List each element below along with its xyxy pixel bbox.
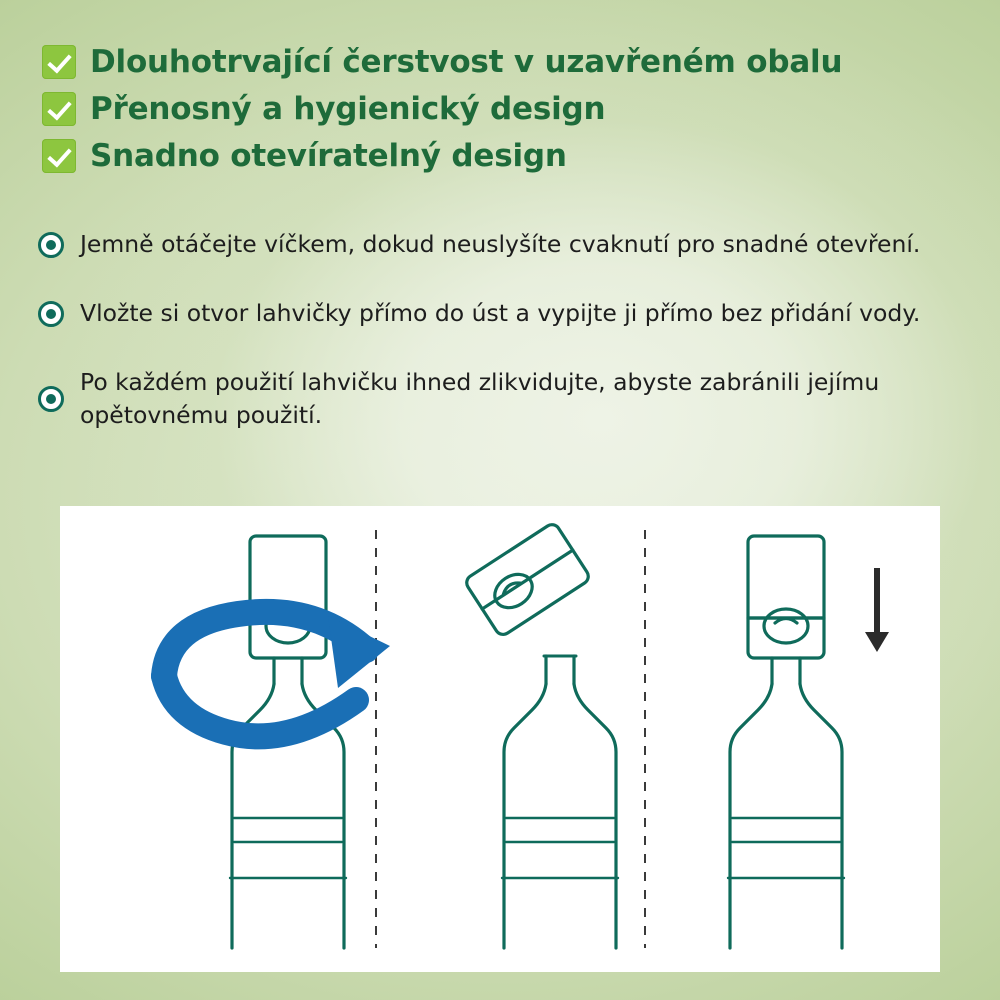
check-icon — [42, 92, 76, 126]
instruction-item-3 — [38, 366, 988, 432]
checklist-item-label: Přenosný a hygienický design — [90, 91, 606, 127]
bottle-opening-steps-illustration — [60, 506, 940, 972]
instruction-item-text: Jemně otáčejte víčkem, dokud neuslyšíte cvaknutí pro snadné otevření. — [80, 230, 921, 258]
instruction-item-1 — [38, 228, 988, 261]
checklist-item-label: Dlouhotrvající čerstvost v uzavřeném obalu — [90, 44, 843, 80]
instruction-list — [38, 228, 988, 468]
checklist-item-3 — [42, 136, 972, 176]
bullet-dot-icon — [38, 301, 64, 327]
check-icon — [42, 45, 76, 79]
bullet-dot-icon — [38, 232, 64, 258]
instruction-item-2 — [38, 297, 988, 330]
instruction-item-text: Po každém použití lahvičku ihned zlikvidujte, abyste zabránili jejímu opětovnému použití. — [80, 368, 880, 429]
checklist-item-label: Snadno otevíratelný design — [90, 138, 567, 174]
instruction-item-text: Vložte si otvor lahvičky přímo do úst a vypijte ji přímo bez přidání vody. — [80, 299, 921, 327]
checklist-item-2 — [42, 89, 972, 129]
check-icon — [42, 139, 76, 173]
checklist-item-1 — [42, 42, 972, 82]
bullet-dot-icon — [38, 386, 64, 412]
feature-checklist — [42, 42, 972, 183]
